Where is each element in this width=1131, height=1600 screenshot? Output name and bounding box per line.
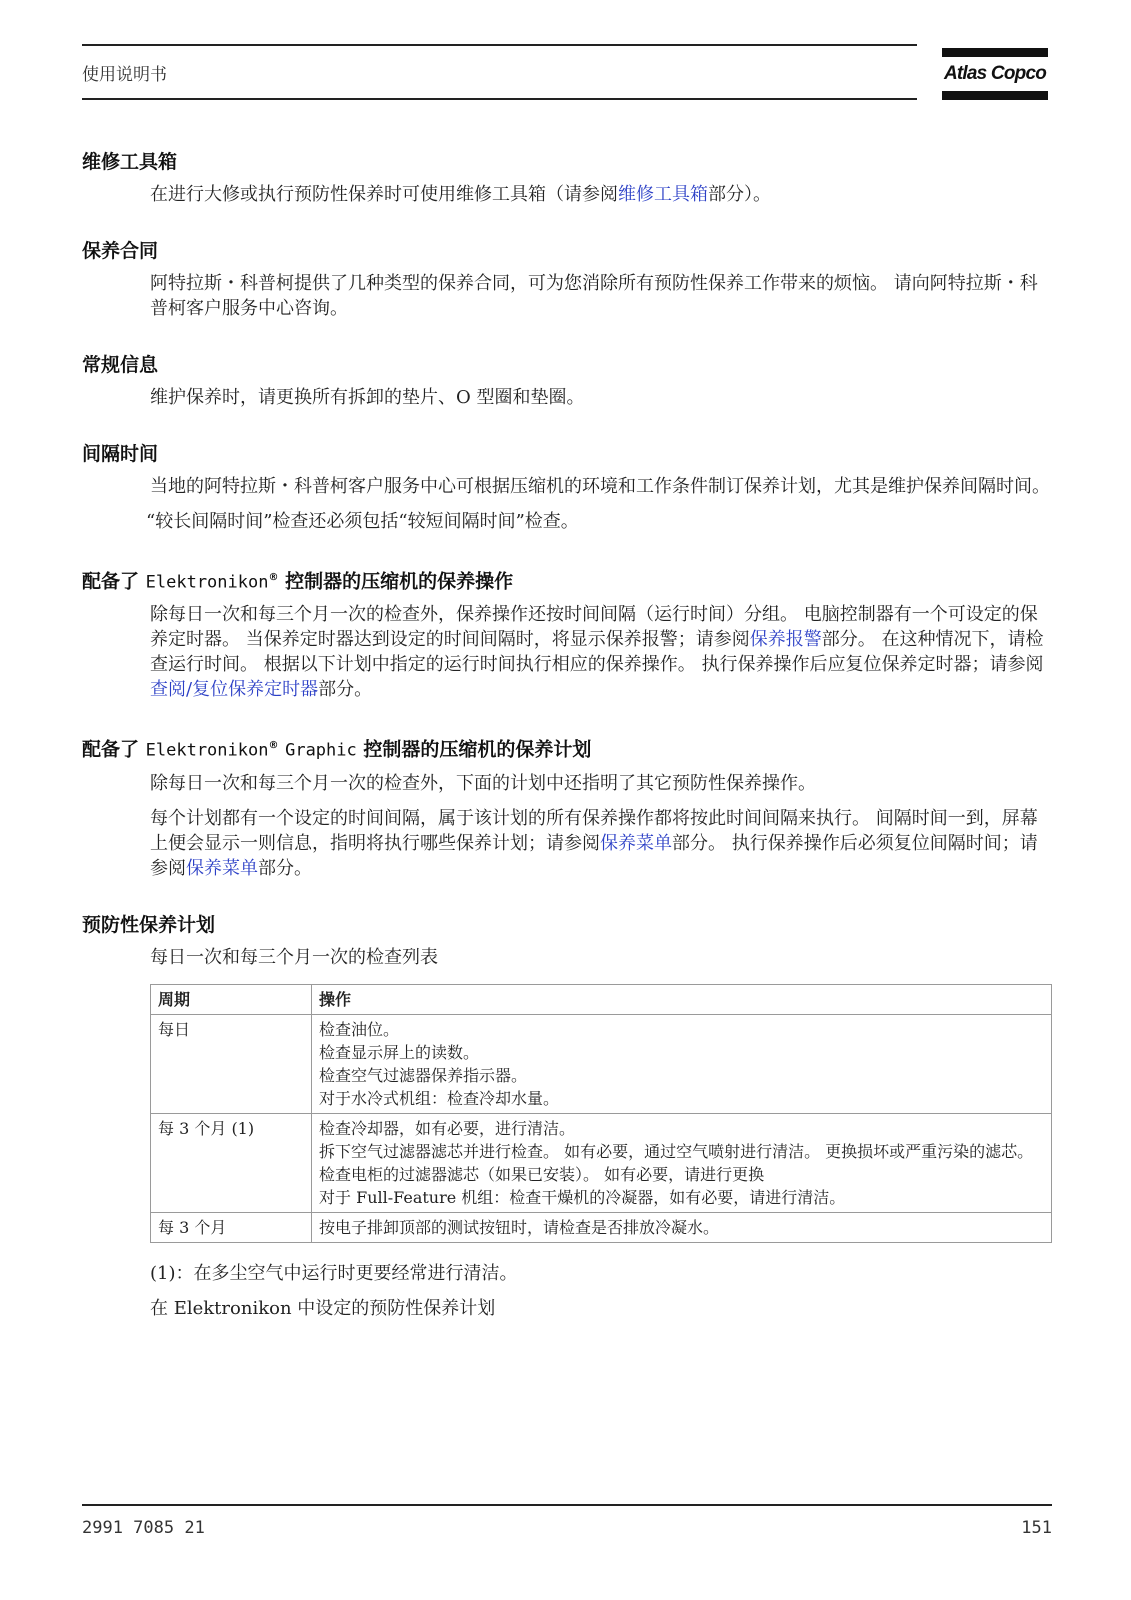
action-line: 检查油位。 bbox=[319, 1019, 400, 1039]
atlas-copco-logo bbox=[942, 48, 1048, 100]
text: 在进行大修或执行预防性保养时可使用维修工具箱（请参阅 bbox=[150, 184, 618, 205]
table-header-row bbox=[151, 984, 1052, 1014]
footnote: (1)：在多尘空气中运行时更要经常进行清洁。 bbox=[150, 1262, 518, 1284]
text: Elektronikon bbox=[145, 572, 269, 593]
section-heading bbox=[82, 732, 1052, 764]
cell-actions bbox=[312, 1113, 1052, 1212]
text: Graphic bbox=[285, 740, 357, 761]
paragraph bbox=[150, 182, 1052, 207]
section-heading: 预防性保养计划 bbox=[82, 913, 216, 936]
column-header-period: 周期 bbox=[151, 984, 312, 1014]
text: 配备了 bbox=[82, 738, 140, 761]
text: 部分。 bbox=[318, 679, 373, 701]
logo-text: Atlas Copco bbox=[943, 63, 1047, 84]
text: 控制器的压缩机的保养操作 bbox=[285, 570, 514, 593]
action-line: 对于 Full-Feature 机组：检查干燥机的冷凝器，如有必要，请进行清洁。 bbox=[319, 1187, 846, 1207]
cell-period: 每 3 个月 (1) bbox=[151, 1113, 312, 1212]
link-service-menu-2[interactable]: 保养菜单 bbox=[186, 857, 258, 879]
text: 部分）。 bbox=[708, 184, 771, 205]
action-line: 检查显示屏上的读数。 bbox=[319, 1042, 480, 1062]
section-elektronikon-operations bbox=[82, 564, 1052, 702]
text: 部分。 执行保养操作后必须复位间隔时间；请参阅 bbox=[150, 832, 1038, 879]
header-rule-bottom bbox=[82, 98, 917, 100]
action-line: 检查空气过滤器保养指示器。 bbox=[319, 1065, 528, 1085]
section-interval bbox=[82, 440, 1052, 534]
footer-rule bbox=[82, 1504, 1052, 1506]
action-line: 对于水冷式机组：检查冷却水量。 bbox=[319, 1088, 560, 1108]
header-title: 使用说明书 bbox=[82, 65, 167, 85]
link-toolkit[interactable]: 维修工具箱 bbox=[618, 184, 708, 205]
section-heading: 维修工具箱 bbox=[82, 151, 178, 173]
logo-bar-bottom bbox=[942, 91, 1048, 100]
text: 每个计划都有一个设定的时间间隔，属于该计划的所有保养操作都将按此时间间隔来执行。 间隔时间一到，屏幕上便会显示一则信息，指明将执行哪些保养计划；请参阅 bbox=[150, 807, 1038, 854]
logo-bar-top bbox=[942, 48, 1048, 57]
section-heading bbox=[82, 564, 1052, 596]
header-rule-top bbox=[82, 44, 917, 46]
text: 部分。 在这种情况下，请检查运行时间。 根据以下计划中指定的运行时间执行相应的保养操作。 执行保养操作后应复位保养定时器；请参阅 bbox=[150, 629, 1044, 676]
paragraph: 维护保养时，请更换所有拆卸的垫片、O 型圈和垫圈。 bbox=[150, 387, 585, 408]
cell-period: 每 3 个月 bbox=[151, 1212, 312, 1242]
cell-period: 每日 bbox=[151, 1014, 312, 1113]
link-reset-service-timer[interactable]: 查阅/复位保养定时器 bbox=[150, 679, 319, 701]
section-heading: 常规信息 bbox=[82, 354, 159, 376]
section-toolkit bbox=[82, 148, 1052, 207]
paragraph: 除每日一次和每三个月一次的检查外，下面的计划中还指明了其它预防性保养操作。 bbox=[150, 772, 816, 794]
text: 除每日一次和每三个月一次的检查外，保养操作还按时间间隔（运行时间）分组。 电脑控制器有一个可设定的保养定时器。 当保养定时器达到设定的时间间隔时，将显示保养报警；请参阅 bbox=[150, 604, 1038, 651]
text: 部分。 bbox=[258, 857, 312, 879]
action-line: 检查电柜的过滤器滤芯（如果已安装）。 如有必要，请进行更换 bbox=[319, 1164, 765, 1184]
link-service-alarm[interactable]: 保养报警 bbox=[749, 629, 822, 651]
text: 控制器的压缩机的保养计划 bbox=[363, 738, 592, 761]
page-number: 151 bbox=[1021, 1518, 1052, 1538]
section-general bbox=[82, 351, 1052, 410]
paragraph bbox=[150, 806, 1052, 881]
action-line: 按电子排卸顶部的测试按钮时，请检查是否排放冷凝水。 bbox=[319, 1217, 720, 1237]
table-row bbox=[151, 1113, 1052, 1212]
paragraph: 阿特拉斯・科普柯提供了几种类型的保养合同，可为您消除所有预防性保养工作带来的烦恼。 请向阿特拉斯・科普柯客户服务中心咨询。 bbox=[150, 273, 1038, 319]
section-heading: 保养合同 bbox=[82, 240, 159, 262]
text: 配备了 bbox=[82, 570, 140, 593]
cell-actions bbox=[312, 1014, 1052, 1113]
table-row bbox=[151, 1212, 1052, 1242]
link-service-menu[interactable]: 保养菜单 bbox=[600, 832, 672, 854]
paragraph: “较长间隔时间”检查还必须包括“较短间隔时间”检查。 bbox=[146, 511, 579, 532]
section-elektronikon-graphic-plans bbox=[82, 732, 1052, 880]
page-content bbox=[82, 148, 1052, 1321]
text: Elektronikon bbox=[145, 740, 269, 761]
paragraph: 当地的阿特拉斯・科普柯客户服务中心可根据压缩机的环境和工作条件制订保养计划，尤其是维护保养间隔时间。 bbox=[150, 476, 1050, 497]
registered-mark: ® bbox=[268, 572, 279, 583]
action-line: 检查冷却器，如有必要，进行清洁。 bbox=[319, 1118, 576, 1138]
section-heading: 间隔时间 bbox=[82, 443, 159, 465]
column-header-action: 操作 bbox=[312, 984, 1052, 1014]
paragraph bbox=[150, 602, 1052, 702]
registered-mark: ® bbox=[268, 740, 279, 752]
table-row bbox=[151, 1014, 1052, 1113]
paragraph: 每日一次和每三个月一次的检查列表 bbox=[150, 946, 438, 968]
action-line: 拆下空气过滤器滤芯并进行检查。 如有必要，通过空气喷射进行清洁。 更换损坏或严重污染的滤芯。 bbox=[319, 1141, 1034, 1161]
cell-actions bbox=[312, 1212, 1052, 1242]
document-number: 2991 7085 21 bbox=[82, 1518, 205, 1538]
maintenance-table bbox=[150, 984, 1052, 1243]
paragraph: 在 Elektronikon 中设定的预防性保养计划 bbox=[150, 1297, 496, 1319]
section-preventive-schedule bbox=[82, 911, 1052, 1321]
section-contract bbox=[82, 237, 1052, 321]
